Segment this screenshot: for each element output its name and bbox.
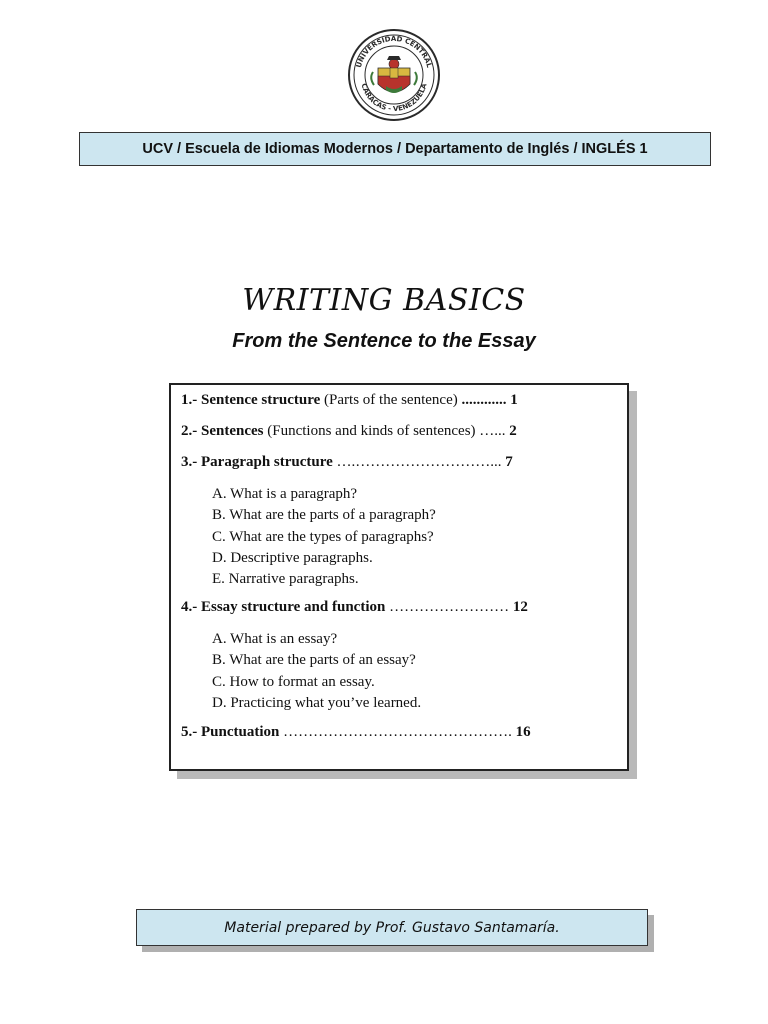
toc-item-page: 16 xyxy=(515,724,531,740)
author-credit-text: Material prepared by Prof. Gustavo Santamaría. xyxy=(224,919,560,936)
toc-item-title: 3.- Paragraph structure xyxy=(181,454,333,470)
toc-subitem: B. What are the parts of a paragraph? xyxy=(212,507,436,524)
toc-item-2 xyxy=(181,423,517,440)
toc-item-5 xyxy=(181,724,531,741)
toc-item-1 xyxy=(181,392,518,409)
toc-item-title: 4.- Essay structure and function xyxy=(181,599,386,615)
seal-bottom-text: CARACAS - VENEZUELA xyxy=(359,82,429,114)
toc-subitems-essay xyxy=(212,629,421,714)
author-footer xyxy=(136,909,648,946)
toc-item-title: 1.- Sentence structure xyxy=(181,392,321,408)
university-seal-logo xyxy=(347,28,441,122)
toc-item-page: 7 xyxy=(505,454,513,470)
toc-item-title: 2.- Sentences xyxy=(181,423,264,439)
toc-item-page: 2 xyxy=(509,423,517,439)
course-header-bar xyxy=(79,132,711,166)
table-of-contents xyxy=(169,383,629,771)
toc-subitem: A. What is an essay? xyxy=(212,631,338,647)
toc-item-leader: ............ xyxy=(461,392,511,408)
toc-subitem: B. What are the parts of an essay? xyxy=(212,652,416,669)
toc-item-leader: ….………………………... xyxy=(336,454,506,470)
toc-item-detail: (Parts of the sentence) xyxy=(320,392,462,408)
toc-item-page: 1 xyxy=(510,392,518,408)
toc-item-title: 5.- Punctuation xyxy=(181,724,280,740)
toc-subitems-paragraph xyxy=(212,484,436,590)
course-header-text: UCV / Escuela de Idiomas Modernos / Departamento de Inglés / INGLÉS 1 xyxy=(142,141,648,157)
toc-item-3 xyxy=(181,454,513,471)
seal-top-text: UNIVERSIDAD CENTRAL xyxy=(354,34,434,69)
toc-item-4 xyxy=(181,599,528,616)
toc-item-detail: (Functions and kinds of sentences) xyxy=(263,423,480,439)
toc-item-leader: …... xyxy=(479,423,510,439)
toc-subitem: C. What are the types of paragraphs? xyxy=(212,528,434,545)
toc-item-page: 12 xyxy=(512,599,528,615)
document-subtitle: From the Sentence to the Essay xyxy=(232,330,536,352)
toc-subitem: D. Descriptive paragraphs. xyxy=(212,549,373,566)
document-title: WRITING BASICS xyxy=(242,283,526,318)
toc-item-leader: …………………… xyxy=(389,599,513,615)
toc-item-leader: ………………………………………. xyxy=(283,724,516,740)
toc-subitem: D. Practicing what you’ve learned. xyxy=(212,694,422,711)
toc-subitem: A. What is a paragraph? xyxy=(212,486,358,502)
toc-subitem: E. Narrative paragraphs. xyxy=(212,571,359,588)
toc-subitem: C. How to format an essay. xyxy=(212,673,375,690)
